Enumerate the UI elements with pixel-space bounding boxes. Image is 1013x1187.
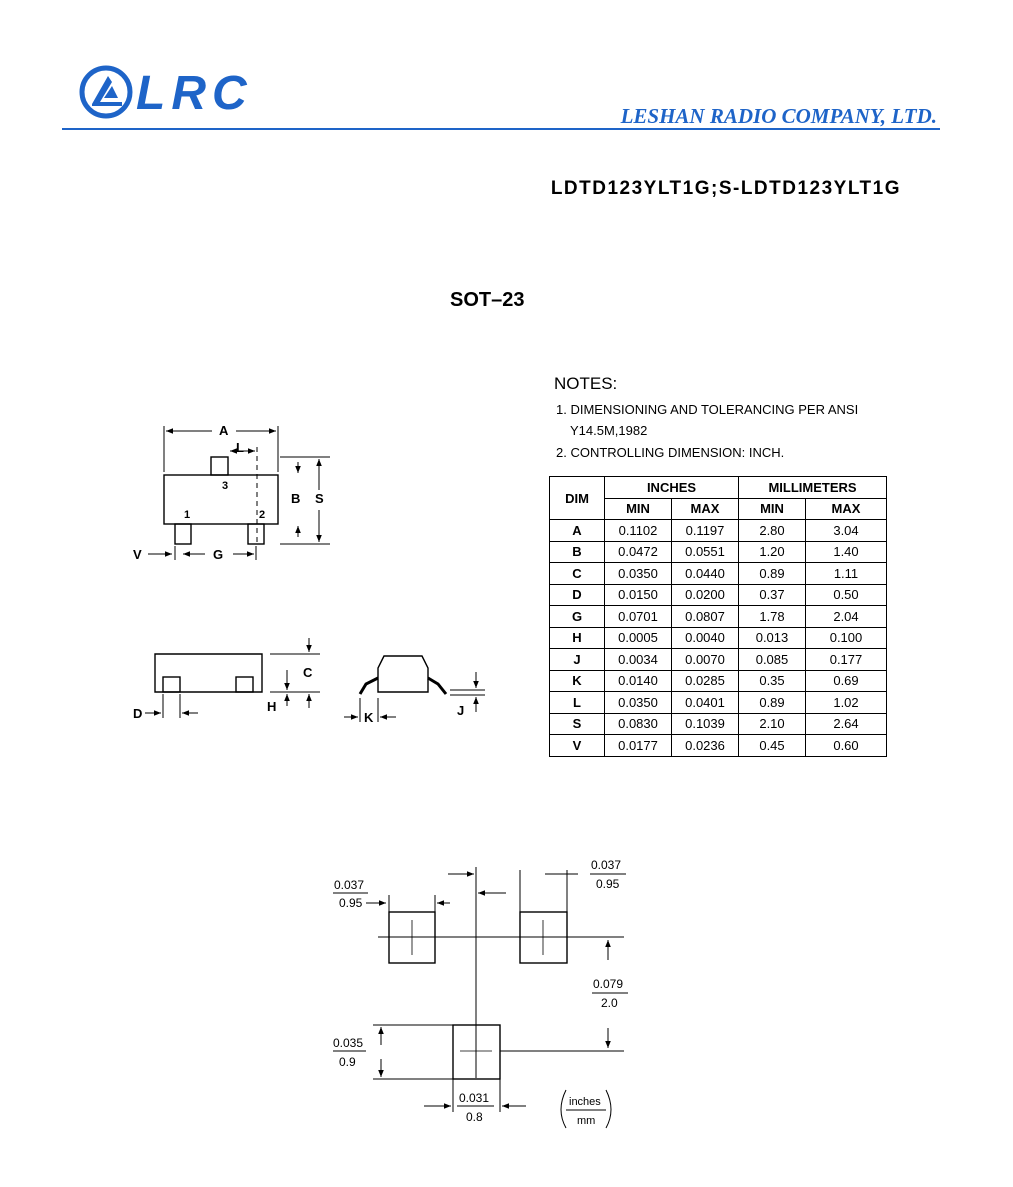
value-cell: 0.0551	[672, 541, 739, 563]
value-cell: 0.89	[739, 692, 806, 714]
value-cell: 2.04	[806, 606, 887, 628]
package-title: SOT–23	[450, 289, 525, 311]
value-cell: 0.0034	[605, 649, 672, 671]
fp-bottom-mm: 0.8	[466, 1110, 483, 1124]
value-cell: 0.0236	[672, 735, 739, 757]
header-min: MIN	[605, 498, 672, 520]
dim-cell: B	[550, 541, 605, 563]
value-cell: 0.0440	[672, 563, 739, 585]
dim-cell: J	[550, 649, 605, 671]
value-cell: 0.0830	[605, 713, 672, 735]
value-cell: 0.0350	[605, 563, 672, 585]
end-view-body	[378, 656, 428, 692]
fp-right-mm: 0.95	[596, 877, 620, 891]
brand-logo-text: LRC	[136, 67, 253, 120]
value-cell: 3.04	[806, 520, 887, 542]
header-inches: INCHES	[605, 477, 739, 499]
value-cell: 0.0177	[605, 735, 672, 757]
label-v: V	[133, 547, 142, 562]
value-cell: 1.02	[806, 692, 887, 714]
value-cell: 0.0401	[672, 692, 739, 714]
fp-left-in: 0.037	[334, 878, 365, 892]
label-b: B	[291, 491, 301, 506]
dim-cell: V	[550, 735, 605, 757]
value-cell: 0.0005	[605, 627, 672, 649]
label-l: L	[236, 440, 244, 455]
value-cell: 1.11	[806, 563, 887, 585]
value-cell: 0.0070	[672, 649, 739, 671]
label-g: G	[213, 547, 224, 562]
note-item: 2. CONTROLLING DIMENSION: INCH.	[556, 445, 785, 460]
label-c: C	[303, 665, 313, 680]
note-item: Y14.5M,1982	[570, 423, 648, 438]
header-millimeters: MILLIMETERS	[739, 477, 887, 499]
pin-3	[211, 457, 228, 475]
value-cell: 0.35	[739, 670, 806, 692]
notes-title: NOTES:	[554, 374, 618, 393]
value-cell: 0.0350	[605, 692, 672, 714]
dim-cell: G	[550, 606, 605, 628]
header-max: MAX	[672, 498, 739, 520]
dim-cell: H	[550, 627, 605, 649]
dim-cell: L	[550, 692, 605, 714]
fp-pitch-mm: 2.0	[601, 996, 618, 1010]
value-cell: 0.177	[806, 649, 887, 671]
dim-cell: D	[550, 584, 605, 606]
fp-height-mm: 0.9	[339, 1055, 356, 1069]
value-cell: 0.0472	[605, 541, 672, 563]
value-cell: 0.0150	[605, 584, 672, 606]
value-cell: 0.0140	[605, 670, 672, 692]
value-cell: 0.013	[739, 627, 806, 649]
value-cell: 0.1197	[672, 520, 739, 542]
value-cell: 0.0200	[672, 584, 739, 606]
side-view-body	[155, 654, 262, 692]
value-cell: 0.89	[739, 563, 806, 585]
value-cell: 0.100	[806, 627, 887, 649]
value-cell: 1.20	[739, 541, 806, 563]
value-cell: 1.78	[739, 606, 806, 628]
label-k: K	[364, 710, 374, 725]
pin-label-1: 1	[184, 509, 191, 521]
value-cell: 2.10	[739, 713, 806, 735]
dim-cell: A	[550, 520, 605, 542]
header-dim: DIM	[550, 477, 605, 520]
pin-1	[175, 524, 191, 544]
dim-cell: K	[550, 670, 605, 692]
value-cell: 0.45	[739, 735, 806, 757]
value-cell: 0.1102	[605, 520, 672, 542]
value-cell: 0.085	[739, 649, 806, 671]
value-cell: 0.1039	[672, 713, 739, 735]
value-cell: 0.0807	[672, 606, 739, 628]
dim-cell: S	[550, 713, 605, 735]
value-cell: 0.37	[739, 584, 806, 606]
value-cell: 0.60	[806, 735, 887, 757]
value-cell: 0.50	[806, 584, 887, 606]
value-cell: 1.40	[806, 541, 887, 563]
units-inches: inches	[569, 1096, 601, 1108]
fp-right-in: 0.037	[591, 858, 622, 872]
value-cell: 0.0040	[672, 627, 739, 649]
pin-label-3: 3	[222, 480, 229, 492]
value-cell: 0.0285	[672, 670, 739, 692]
value-cell: 2.64	[806, 713, 887, 735]
value-cell: 2.80	[739, 520, 806, 542]
company-name: LESHAN RADIO COMPANY, LTD.	[620, 104, 937, 128]
note-item: 1. DIMENSIONING AND TOLERANCING PER ANSI	[556, 402, 859, 417]
fp-bottom-in: 0.031	[459, 1091, 490, 1105]
value-cell: 0.0701	[605, 606, 672, 628]
pin-2	[248, 524, 264, 544]
units-mm: mm	[577, 1115, 596, 1127]
label-s: S	[315, 491, 324, 506]
header-max: MAX	[806, 498, 887, 520]
part-number: LDTD123YLT1G;S-LDTD123YLT1G	[550, 178, 901, 199]
pin-label-2: 2	[259, 509, 266, 521]
fp-pitch-in: 0.079	[593, 977, 624, 991]
label-d: D	[133, 706, 143, 721]
label-h: H	[267, 699, 277, 714]
label-j: J	[457, 703, 465, 718]
label-a: A	[219, 423, 229, 438]
header-min: MIN	[739, 498, 806, 520]
fp-height-in: 0.035	[333, 1036, 364, 1050]
fp-left-mm: 0.95	[339, 896, 363, 910]
value-cell: 0.69	[806, 670, 887, 692]
dim-cell: C	[550, 563, 605, 585]
